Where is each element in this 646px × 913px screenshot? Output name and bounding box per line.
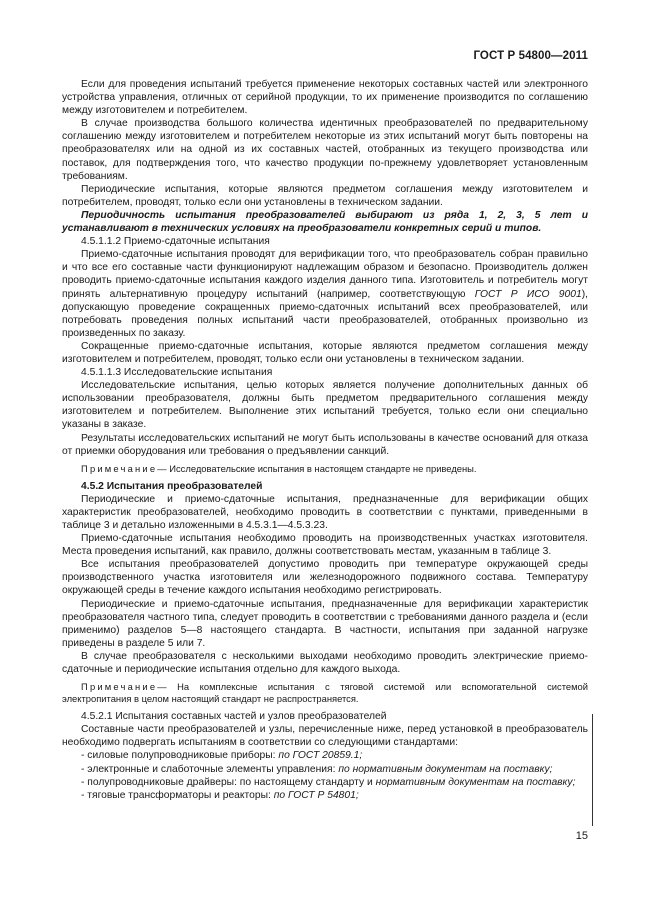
list-item-text: - силовые полупроводниковые приборы: bbox=[81, 750, 279, 762]
page-number: 15 bbox=[575, 830, 588, 842]
list-item bbox=[62, 789, 588, 802]
component-standards-list bbox=[62, 749, 588, 801]
note-text: — Исследовательские испытания в настоящем стандарте не приведены. bbox=[157, 462, 477, 474]
list-item-text: - электронные и слаботочные элементы управления: bbox=[81, 763, 339, 775]
list-item bbox=[62, 749, 588, 762]
list-item-reference: по ГОСТ 20859.1; bbox=[278, 750, 363, 762]
paragraph: Периодические и приемо-сдаточные испытания, предназначенные для верификации общих характеристик преобразователей, необходимо проводить в соответствии с пунктами, приведенными в таблице 3 и детально изложенными в 4.5.3.1—4.5.3.23. bbox=[62, 493, 588, 531]
list-item-reference: по нормативным документам на поставку; bbox=[338, 763, 553, 775]
text-run: ), допускающую проведение сокращенных приемо-сдаточных испытаний всех преобразователей, или потребовать проведения полных испытаний части преобразователей, отобранных произвольно из произведенных по заказу. bbox=[62, 288, 588, 339]
standard-header: ГОСТ Р 54800—2011 bbox=[473, 50, 588, 62]
paragraph: Периодические испытания, которые являются предметом соглашения между изготовителем и потребителем, проводят, только если они установлены в техническом задании. bbox=[62, 183, 588, 208]
paragraph: В случае производства большого количества идентичных преобразователей по предварительному соглашению между изготовителем и потребителем некоторые из этих испытаний могут быть повторены на преобразователях или на одной из их составных частей, отобранных из текущего производства или поставок, для подтверждения того, что качество продукции по-прежнему удовлетворяет установленным требованиям. bbox=[62, 118, 588, 182]
paragraph: Исследовательские испытания, целью которых является получение дополнительных данных об использовании преобразователя, должны быть предметом предварительного соглашения между изготовителем и потребителем. Выполнение этих испытаний требуется, только если они специально указаны в заказе. bbox=[62, 380, 588, 431]
clause-heading: 4.5.2.1 Испытания составных частей и узлов преобразователей bbox=[81, 711, 387, 723]
paragraph-emphasis: Периодичность испытания преобразователей выбирают из ряда 1, 2, 3, 5 лет и устанавливают в технических условиях на преобразователи конкретных серий и типов. bbox=[62, 209, 588, 235]
note bbox=[62, 681, 588, 705]
paragraph: Сокращенные приемо-сдаточные испытания, которые являются предметом соглашения между изготовителем и потребителем, проводят, только если они установлены в техническом задании. bbox=[62, 340, 588, 365]
list-item bbox=[62, 776, 588, 789]
list-item bbox=[62, 763, 588, 776]
clause-heading: 4.5.1.1.2 Приемо-сдаточные испытания bbox=[81, 236, 270, 248]
note-label: Примечание bbox=[81, 462, 158, 474]
text-run: Приемо-сдаточные испытания проводят для верификации того, что преобразователь собран правильно и что все его составные части функционируют надлежащим образом и безопасно. Производитель должен проводить приемо-сдаточные испытания каждого изделия данного типа. Изготовитель и потребитель могут принять альтернативную процедуру испытаний (например, соответствующую bbox=[62, 249, 588, 300]
note-text: — На комплексные испытания с тяговой системой или вспомогательной системой электропитания в целом настоящий стандарт не распространяется. bbox=[62, 681, 588, 705]
standard-reference: ГОСТ Р ИСО 9001 bbox=[474, 288, 582, 300]
list-item-text: - полупроводниковые драйверы: по настоящему стандарту и bbox=[81, 776, 376, 788]
paragraph: Приемо-сдаточные испытания необходимо проводить на производственных участках изготовителя. Места проведения испытаний, как правило, должны соответствовать местам, указанным в таблице 3. bbox=[62, 533, 588, 558]
note-label: Примечание bbox=[81, 681, 158, 693]
paragraph: В случае преобразователя с несколькими выходами необходимо проводить электрические приемо-сдаточные и периодические испытания отдельно для каждого выхода. bbox=[62, 650, 588, 676]
paragraph bbox=[62, 248, 588, 340]
note bbox=[62, 463, 588, 475]
paragraph: Периодические и приемо-сдаточные испытания, предназначенные для верификации характеристик преобразователя частного типа, следует проводить в соответствии с требованиями данного раздела и (если применимо) разделов 5—8 настоящего стандарта. В частности, испытания при заданной нагрузке приведены в разделе 5 или 7. bbox=[62, 598, 588, 649]
clause-heading: 4.5.1.1.3 Исследовательские испытания bbox=[81, 367, 273, 379]
change-bar bbox=[592, 714, 593, 826]
page-content bbox=[62, 78, 588, 802]
list-item-text: - тяговые трансформаторы и реакторы: bbox=[81, 789, 274, 801]
section-heading: 4.5.2 Испытания преобразователей bbox=[81, 480, 263, 492]
paragraph: Все испытания преобразователей допустимо проводить при температуре окружающей среды производственного участка изготовителя или железнодорожного подвижного состава. Температуру окружающей среды в течение каждого испытания необходимо регистрировать. bbox=[62, 559, 588, 597]
paragraph: Составные части преобразователей и узлы, перечисленные ниже, перед установкой в преобразователь необходимо подвергать испытаниям в соответствии со следующими стандартами: bbox=[62, 724, 588, 749]
paragraph: Результаты исследовательских испытаний не могут быть использованы в качестве оснований для отказа от приемки оборудования или требования о предъявлении санкций. bbox=[62, 432, 588, 457]
paragraph: Если для проведения испытаний требуется применение некоторых составных частей или электронного устройства управления, отличных от серийной продукции, то их применение производится по соглашению между изготовителем и потребителем. bbox=[62, 79, 588, 117]
list-item-reference: нормативным документам на поставку; bbox=[375, 776, 576, 788]
list-item-reference: по ГОСТ Р 54801; bbox=[273, 789, 359, 801]
